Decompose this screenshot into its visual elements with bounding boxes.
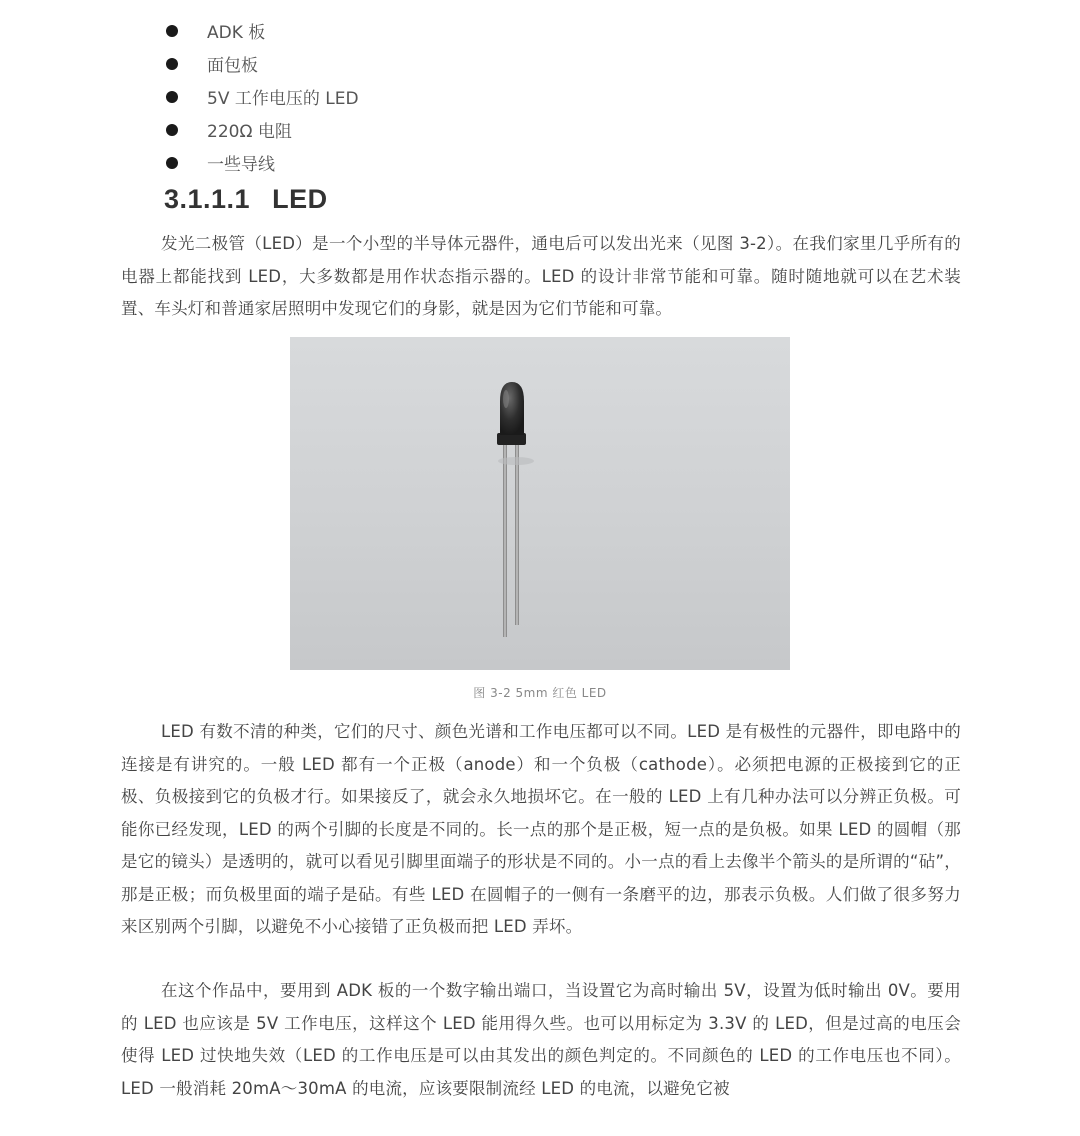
list-item-label: 220Ω 电阻 [207, 122, 292, 142]
section-heading [164, 184, 328, 215]
list-item [166, 113, 359, 146]
bullet-icon [166, 58, 178, 70]
list-item [166, 47, 359, 80]
paragraph-adk-output: 在这个作品中，要用到 ADK 板的一个数字输出端口，当设置它为高时输出 5V，设置为低时输出 0V。要用的 LED 也应该是 5V 工作电压，这样这个 LED 能用得久些。也可以用标定为 3.3V 的 LED，但是过高的电压会使得 LED 过快地失效（LED 的工作电压是可以由其发出的颜色判定的。不同颜色的 LED 的工作电压也不同）。LED 一般消耗 20mA～30mA 的电流，应该要限制流经 LED 的电流，以避免它被 [121, 981, 961, 1098]
list-item [166, 146, 359, 179]
figure-caption: 图 3-2 5mm 红色 LED [473, 686, 607, 700]
bullet-icon [166, 124, 178, 136]
paragraph-led-polarity: LED 有数不清的种类，它们的尺寸、颜色光谱和工作电压都可以不同。LED 是有极性的元器件，即电路中的连接是有讲究的。一般 LED 都有一个正极（anode）和一个负极（cathode）。必须把电源的正极接到它的正极、负极接到它的负极才行。如果接反了，就会永久地损坏它。在一般的 LED 上有几种办法可以分辨正负极。可能你已经发现，LED 的两个引脚的长度是不同的。长一点的那个是正极，短一点的是负极。如果 LED 的圆帽（那是它的镜头）是透明的，就可以看见引脚里面端子的形状是不同的。小一点的看上去像半个箭头的是所谓的“砧”，那是正极；而负极里面的端子是砧。有些 LED 在圆帽子的一侧有一条磨平的边，那表示负极。人们做了很多努力来区别两个引脚，以避免不小心接错了正负极而把 LED 弄坏。 [121, 722, 961, 936]
section-number: 3.1.1.1 [164, 184, 251, 214]
list-item-label: 面包板 [207, 56, 258, 76]
led-photo-illustration [290, 337, 790, 670]
section-title: LED [272, 184, 328, 214]
list-item-label: ADK 板 [207, 23, 266, 43]
list-item [166, 14, 359, 47]
list-item [166, 80, 359, 113]
list-item-label: 一些导线 [207, 155, 275, 175]
led-photo [290, 337, 790, 670]
materials-list [166, 14, 359, 179]
bullet-icon [166, 157, 178, 169]
paragraph-intro: 发光二极管（LED）是一个小型的半导体元器件，通电后可以发出光来（见图 3-2）。在我们家里几乎所有的电器上都能找到 LED，大多数都是用作状态指示器的。LED 的设计非常节能和可靠。随时随地就可以在艺术装置、车头灯和普通家居照明中发现它们的身影，就是因为它们节能和可靠。 [121, 234, 961, 318]
bullet-icon [166, 91, 178, 103]
bullet-icon [166, 25, 178, 37]
list-item-label: 5V 工作电压的 LED [207, 89, 359, 109]
